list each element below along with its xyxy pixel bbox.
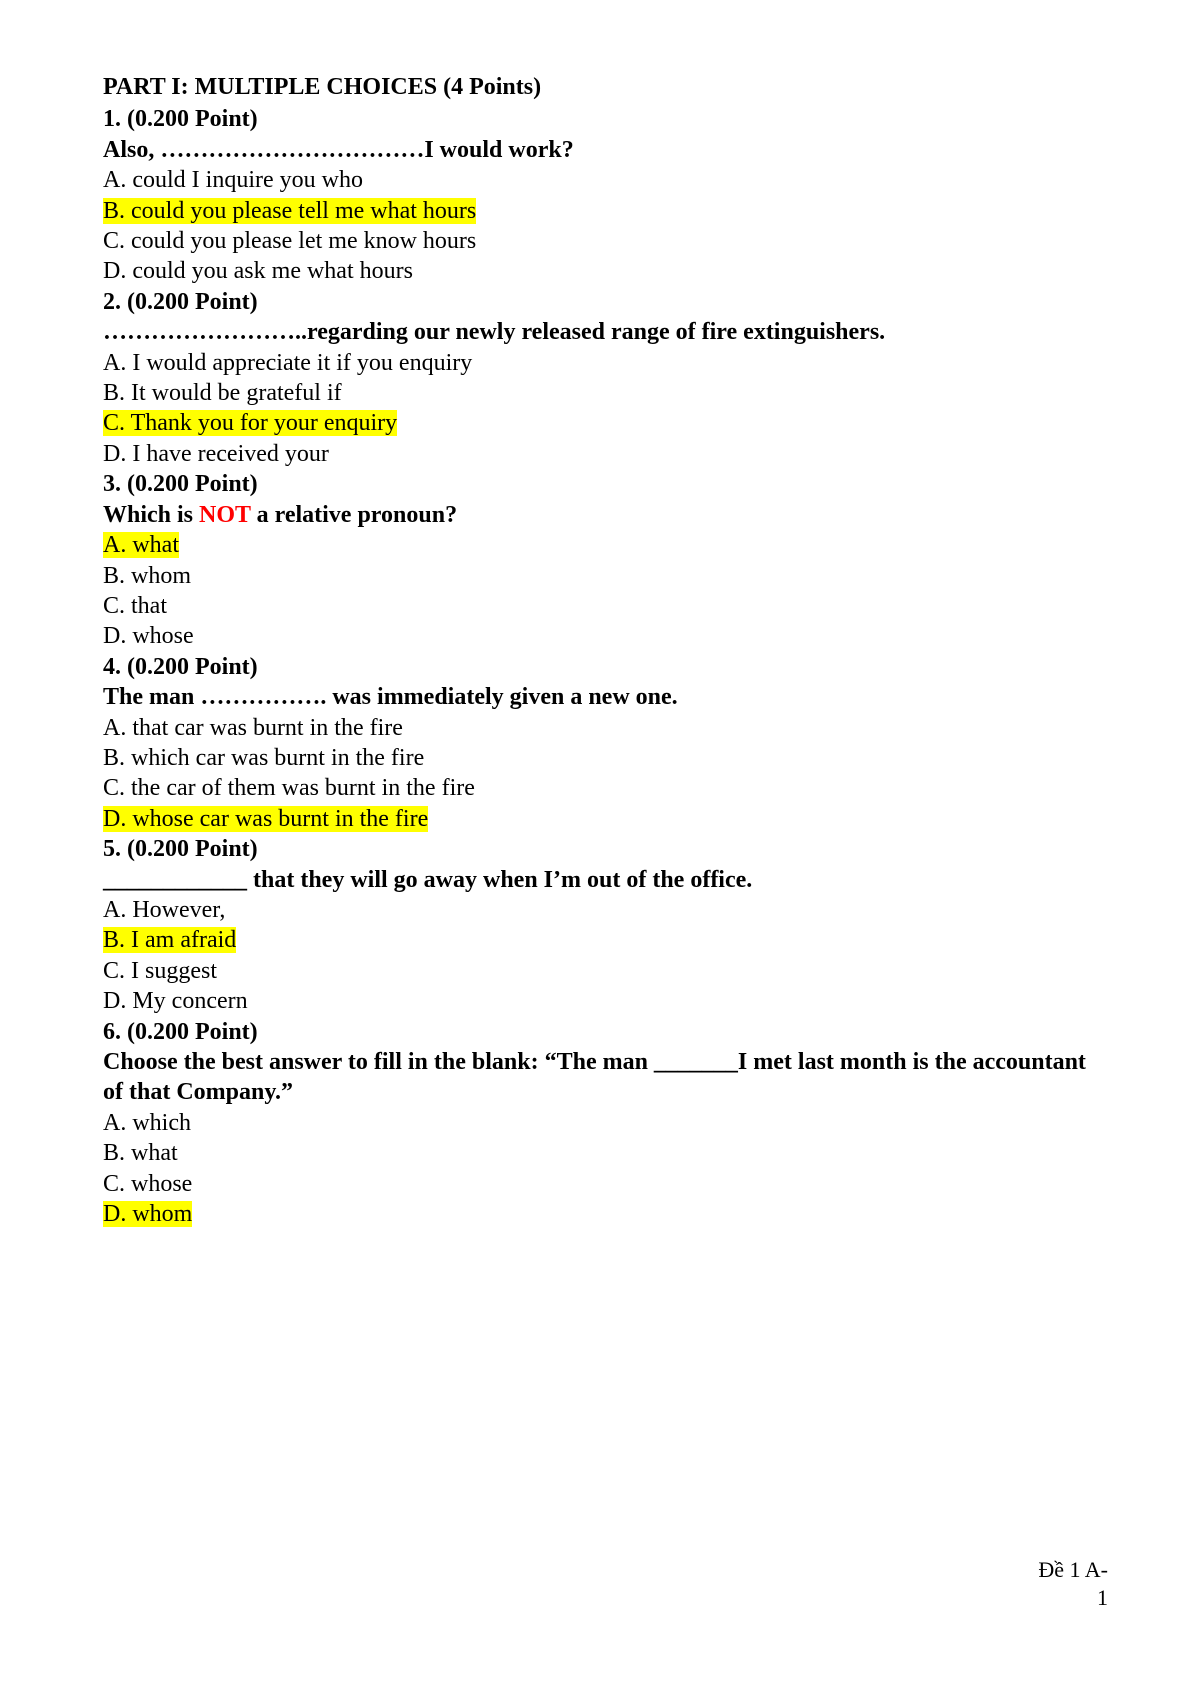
option-b bbox=[103, 378, 1103, 408]
option-text: B. It would be grateful if bbox=[103, 380, 342, 407]
option-d bbox=[103, 439, 1103, 469]
option-text: D. I have received your bbox=[103, 440, 329, 467]
option-d-correct bbox=[103, 1199, 1103, 1229]
question-number: 6. (0.200 Point) bbox=[103, 1018, 258, 1045]
option-text: D. whose bbox=[103, 623, 194, 650]
option-text: A. I would appreciate it if you enquiry bbox=[103, 349, 473, 376]
question-4 bbox=[103, 652, 1103, 834]
option-a bbox=[103, 1108, 1103, 1138]
highlighted-answer: D. whom bbox=[103, 1201, 193, 1228]
option-text: B. whom bbox=[103, 562, 192, 589]
option-b-correct bbox=[103, 196, 1103, 226]
option-a bbox=[103, 895, 1103, 925]
question-2 bbox=[103, 287, 1103, 469]
option-text: C. could you please let me know hours bbox=[103, 228, 477, 255]
question-number: 2. (0.200 Point) bbox=[103, 288, 258, 315]
option-a-correct bbox=[103, 530, 1103, 560]
option-a bbox=[103, 713, 1103, 743]
option-text: C. that bbox=[103, 592, 167, 619]
question-stem: The man ……………. was immediately given a new one. bbox=[103, 684, 678, 711]
option-c bbox=[103, 226, 1103, 256]
option-text: D. My concern bbox=[103, 988, 248, 1015]
option-a bbox=[103, 348, 1103, 378]
question-number: 5. (0.200 Point) bbox=[103, 836, 258, 863]
option-text: A. which bbox=[103, 1109, 191, 1136]
question-stem: ____________ that they will go away when I’m out of the office. bbox=[103, 866, 753, 893]
option-b bbox=[103, 561, 1103, 591]
option-b bbox=[103, 1138, 1103, 1168]
option-a bbox=[103, 165, 1103, 195]
question-5 bbox=[103, 834, 1103, 1016]
highlighted-answer: B. could you please tell me what hours bbox=[103, 197, 477, 224]
question-stem: Choose the best answer to fill in the blank: “The man _______I met last month is the accountant of that Company.” bbox=[103, 1049, 1086, 1106]
option-text: C. whose bbox=[103, 1170, 193, 1197]
question-stem: Also, ……………………………I would work? bbox=[103, 136, 574, 163]
footer-code: Đề 1 A- bbox=[1038, 1557, 1108, 1582]
question-number: 3. (0.200 Point) bbox=[103, 471, 258, 498]
option-b-correct bbox=[103, 925, 1103, 955]
option-text: A. However, bbox=[103, 896, 226, 923]
option-text: C. the car of them was burnt in the fire bbox=[103, 775, 475, 802]
option-d bbox=[103, 256, 1103, 286]
page-footer bbox=[1038, 1556, 1108, 1612]
option-d bbox=[103, 621, 1103, 651]
option-text: A. that car was burnt in the fire bbox=[103, 714, 403, 741]
stem-part: a relative pronoun? bbox=[250, 501, 458, 528]
question-stem: ……………………..regarding our newly released range of fire extinguishers. bbox=[103, 319, 886, 346]
option-d-correct bbox=[103, 804, 1103, 834]
highlighted-answer: C. Thank you for your enquiry bbox=[103, 410, 398, 437]
question-stem bbox=[103, 500, 1103, 530]
option-c bbox=[103, 773, 1103, 803]
option-c-correct bbox=[103, 408, 1103, 438]
emphasis-not: NOT bbox=[199, 501, 251, 528]
option-c bbox=[103, 591, 1103, 621]
exam-page bbox=[103, 72, 1103, 1229]
highlighted-answer: B. I am afraid bbox=[103, 927, 237, 954]
stem-part: Which is bbox=[103, 501, 200, 528]
question-1 bbox=[103, 104, 1103, 286]
option-c bbox=[103, 1169, 1103, 1199]
question-6 bbox=[103, 1017, 1103, 1230]
option-text: C. I suggest bbox=[103, 957, 217, 984]
option-text: B. what bbox=[103, 1140, 178, 1167]
option-c bbox=[103, 956, 1103, 986]
question-number: 1. (0.200 Point) bbox=[103, 106, 258, 133]
footer-page-number: 1 bbox=[1097, 1585, 1108, 1610]
question-3 bbox=[103, 469, 1103, 651]
option-text: A. could I inquire you who bbox=[103, 167, 363, 194]
part-title: PART I: MULTIPLE CHOICES (4 Points) bbox=[103, 74, 542, 100]
option-d bbox=[103, 986, 1103, 1016]
option-b bbox=[103, 743, 1103, 773]
option-text: B. which car was burnt in the fire bbox=[103, 744, 425, 771]
question-number: 4. (0.200 Point) bbox=[103, 653, 258, 680]
highlighted-answer: A. what bbox=[103, 532, 179, 559]
highlighted-answer: D. whose car was burnt in the fire bbox=[103, 805, 429, 832]
option-text: D. could you ask me what hours bbox=[103, 258, 413, 285]
